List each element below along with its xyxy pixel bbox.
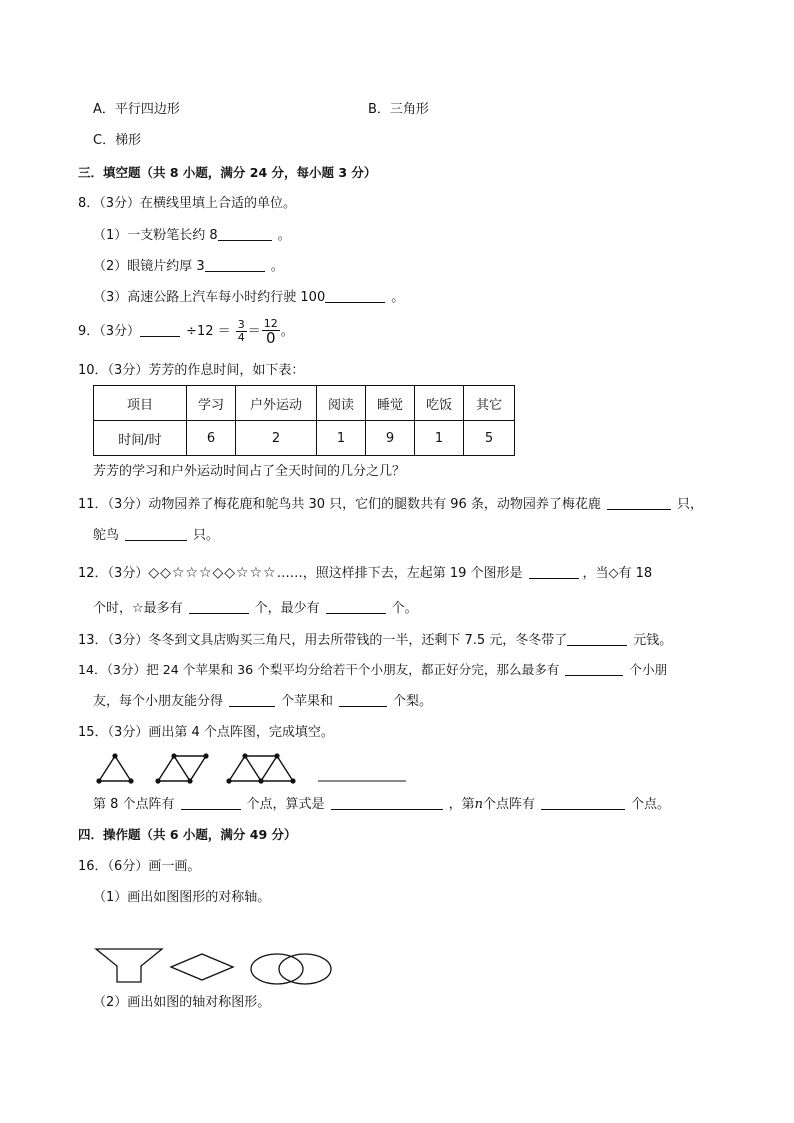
q16-part2: （2）画出如图的轴对称图形。 [93, 995, 271, 1010]
dot-pattern-figures [0, 746, 794, 786]
q9-label: 9．（3分） [78, 324, 141, 339]
q9-blank[interactable] [140, 322, 180, 337]
q15-text-a: 第 8 个点阵有 [93, 797, 175, 812]
q12-blank-19th[interactable] [529, 564, 579, 579]
table-cell: 6 [187, 421, 236, 456]
q13-blank[interactable] [567, 631, 627, 646]
q15-stem: 15．（3分）画出第 4 个点阵图，完成填空。 [78, 725, 334, 740]
q15-blank-nth[interactable] [541, 795, 625, 810]
q9-div: ÷12 ＝ [186, 324, 231, 339]
q15-text-d: 个点阵有 [482, 797, 535, 812]
q9-end: 。 [280, 324, 294, 339]
table-header-cell: 吃饭 [415, 386, 464, 421]
q11-blank-ostrich[interactable] [125, 526, 187, 541]
q13-unit: 元钱。 [633, 633, 673, 648]
q9-frac2-num: 12 [263, 317, 278, 330]
schedule-table [93, 385, 515, 456]
q9-fraction-2 [262, 318, 280, 345]
table-header-cell: 学习 [187, 386, 236, 421]
dot-pattern-3 [229, 756, 293, 781]
q8-part3-end: 。 [391, 290, 405, 305]
q12-text-3: 个时，☆最多有 [93, 601, 183, 616]
q8-part1 [93, 226, 291, 245]
q9-line [78, 316, 294, 348]
right-ellipse-shape [279, 954, 331, 984]
q8-part1-text: （1）一支粉笔长约 8 [93, 228, 218, 243]
q9-frac1-num: 3 [237, 318, 245, 331]
q15-text-c: ，第 [448, 797, 475, 812]
section-title-fill-blank: 三．填空题（共 8 小题，满分 24 分，每小题 3 分） [78, 165, 377, 180]
q16-stem: 16．（6分）画一画。 [78, 859, 201, 874]
q8-stem: 8．（3分）在横线里填上合适的单位。 [78, 196, 297, 211]
q15-var-n: n [474, 797, 483, 812]
q14-text-5: 个梨。 [393, 694, 433, 709]
table-header-cell: 其它 [464, 386, 515, 421]
q15-text-b: 个点，算式是 [246, 797, 325, 812]
q8-part2 [93, 257, 284, 276]
q15-blank-formula[interactable] [331, 795, 443, 810]
q15-text-e: 个点。 [630, 797, 670, 812]
q12-text: ……，照这样排下去，左起第 19 个图形是 [276, 566, 523, 581]
q12-blank-max[interactable] [189, 599, 249, 614]
q11-unit2: 只。 [193, 528, 220, 543]
q13-text: 13．（3分）冬冬到文具店购买三角尺，用去所带钱的一半，还剩下 7.5 元，冬冬带了 [78, 633, 568, 648]
q11-unit: 只， [676, 497, 703, 512]
q14-text-2: 个小朋 [629, 662, 668, 677]
q11-text: 11．（3分）动物园养了梅花鹿和鸵鸟共 30 只，它们的腿数共有 96 条，动物园养了梅花鹿 [78, 497, 601, 512]
q9-eq: ＝ [247, 324, 261, 339]
q11-ostrich-label: 鸵鸟 [93, 528, 120, 543]
table-row [94, 421, 515, 456]
q14-blank-pears[interactable] [339, 692, 387, 707]
dot-pattern-2 [158, 756, 206, 781]
q15-line [93, 795, 670, 814]
q14-blank-children[interactable] [565, 661, 623, 676]
table-cell: 2 [236, 421, 317, 456]
q12-line1 [78, 564, 652, 583]
q9-frac2-den: 0 [266, 329, 276, 347]
q8-part2-end: 。 [270, 259, 284, 274]
section-title-operation: 四．操作题（共 6 小题，满分 49 分） [78, 827, 297, 842]
table-header-cell: 户外运动 [236, 386, 317, 421]
q12-text-4: 个，最少有 [254, 601, 320, 616]
q12-text-5: 个。 [391, 601, 418, 616]
table-cell: 9 [366, 421, 415, 456]
q11-line1 [78, 495, 703, 514]
q14-text-4: 个苹果和 [281, 694, 334, 709]
q15-blank-count[interactable] [181, 795, 241, 810]
table-cell: 1 [415, 421, 464, 456]
table-header-cell: 项目 [94, 386, 187, 421]
q14-text: 14．（3分）把 24 个苹果和 36 个梨平均分给若干个小朋友，都正好分完，那么最多有 [78, 662, 560, 677]
q10-stem: 10．（3分）芳芳的作息时间，如下表： [78, 363, 305, 378]
q12-line2 [93, 599, 418, 618]
q8-part2-text: （2）眼镜片约厚 3 [93, 259, 205, 274]
q12-shape-sequence: ◇◇☆☆☆◇◇☆☆☆ [148, 565, 277, 581]
q12-text-2: ，当◇有 18 [582, 566, 653, 581]
table-header-cell: 阅读 [317, 386, 366, 421]
option-b: B．三角形 [368, 102, 429, 117]
symmetry-shapes [0, 945, 794, 995]
q11-line2 [93, 526, 219, 545]
q8-part3-blank[interactable] [325, 288, 385, 303]
option-a: A．平行四边形 [93, 102, 180, 117]
table-cell: 时间/时 [94, 421, 187, 456]
dot-pattern-1 [99, 756, 131, 781]
q8-part3 [93, 288, 404, 307]
table-cell: 1 [317, 421, 366, 456]
q12-blank-min[interactable] [326, 599, 386, 614]
q14-line1 [78, 661, 667, 679]
table-header-cell: 睡觉 [366, 386, 415, 421]
q9-frac1-den: 4 [237, 331, 245, 344]
left-ellipse-shape [251, 954, 303, 984]
rhombus-shape [171, 954, 233, 980]
table-cell: 5 [464, 421, 515, 456]
q13-line [78, 631, 672, 650]
q14-text-3: 友，每个小朋友能分得 [93, 694, 224, 709]
table-header-row [94, 386, 515, 421]
q16-part1: （1）画出如图图形的对称轴。 [93, 890, 271, 905]
q11-blank-deer[interactable] [607, 495, 671, 510]
q8-part1-end: 。 [277, 228, 291, 243]
q10-question: 芳芳的学习和户外运动时间占了全天时间的几分之几？ [93, 464, 406, 479]
q9-fraction-1 [236, 319, 247, 344]
q14-line2 [93, 692, 432, 711]
funnel-shape [96, 949, 162, 982]
q14-blank-apples[interactable] [229, 692, 275, 707]
q12-label: 12．（3分） [78, 566, 149, 581]
option-c: C．梯形 [93, 133, 142, 148]
q8-part3-text: （3）高速公路上汽车每小时约行驶 100 [93, 290, 326, 305]
q8-part2-blank[interactable] [205, 257, 265, 272]
q8-part1-blank[interactable] [218, 226, 272, 241]
